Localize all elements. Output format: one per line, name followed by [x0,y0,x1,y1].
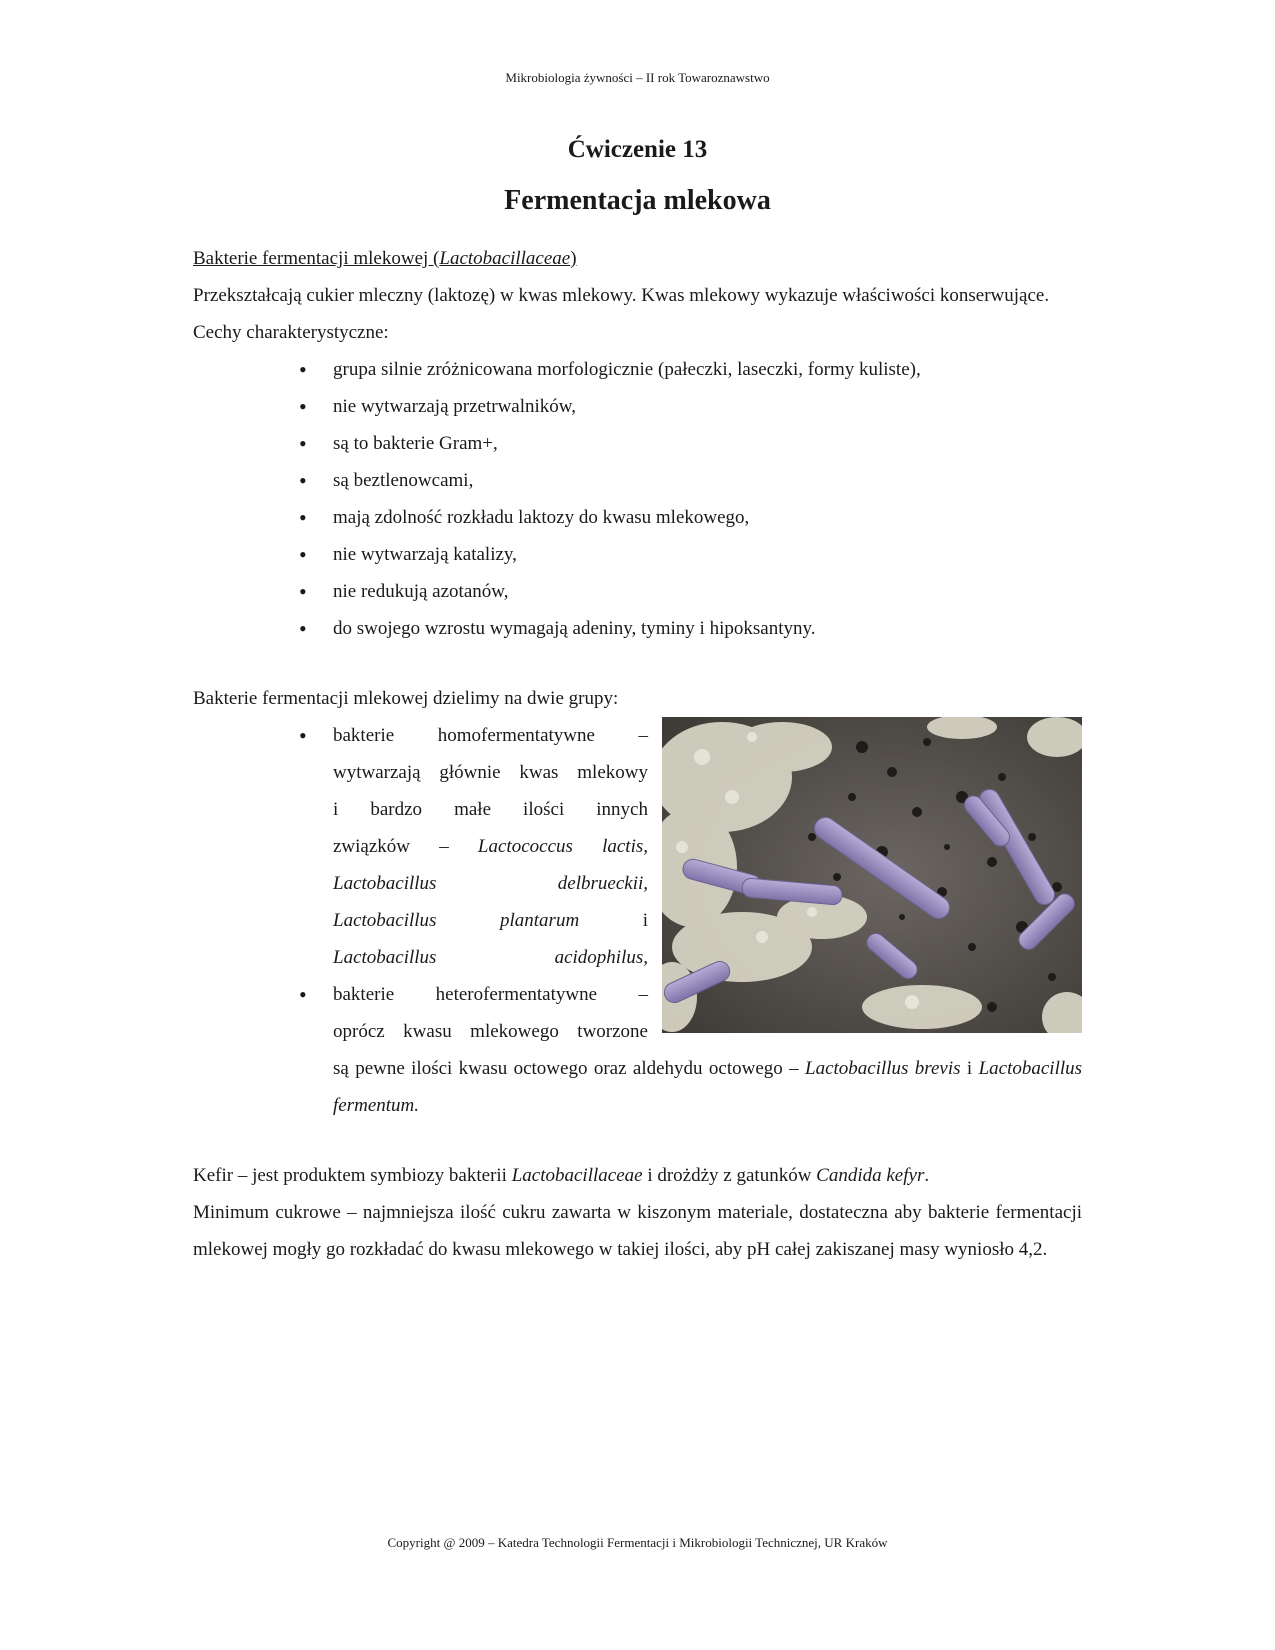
homo-line [333,902,648,939]
species-name: Lactobacillus acidophilus, [333,947,648,968]
species-name: Lactobacillus fermentum. [333,1058,1083,1116]
list-item: • grupa silnie zróżnicowana morfologicznie (pałeczki, laseczki, formy kuliste), [333,351,1082,388]
groups-list [193,717,1082,1124]
list-item-heterofermentative [333,976,1082,1124]
hetero-line [333,1050,1082,1124]
page-header: Mikrobiologia żywności – II rok Towaroznawstwo [505,70,770,85]
species-name: Lactococcus lactis, [477,836,649,857]
document-body [193,240,1082,1268]
heading-latin-name: Lactobacillaceae [439,248,571,269]
kefir-text: Kefir – jest produktem symbiozy bakterii [193,1165,507,1186]
section-heading [193,240,1082,277]
hetero-line: • bakterie heterofermentatywne – [333,984,648,1005]
homo-line [333,828,648,865]
list-item: • mają zdolność rozkładu laktozy do kwasu mlekowego, [333,499,1082,536]
features-label: Cechy charakterystyczne: [193,322,389,343]
heading-text: Bakterie fermentacji mlekowej ( [193,248,440,269]
homo-text: i [642,910,648,931]
hetero-line: oprócz kwasu mlekowego tworzone [333,1021,648,1042]
latin-name: Lactobacillaceae [511,1165,643,1186]
species-name: Lactobacillus plantarum [333,910,580,931]
hetero-text: i [966,1058,973,1079]
list-item: • do swojego wzrostu wymagają adeniny, tyminy i hipoksantyny. [333,610,1082,647]
features-list [193,351,1082,647]
homo-line: • bakterie homofermentatywne – [333,725,648,746]
exercise-number: Ćwiczenie 13 [567,136,708,163]
intro-paragraph: Przekształcają cukier mleczny (laktozę) w kwas mlekowy. Kwas mlekowy wykazuje właściwości konserwujące. [193,285,1050,306]
list-item: • nie wytwarzają katalizy, [333,536,1082,573]
groups-section [193,717,1082,1124]
kefir-text: . [924,1165,930,1186]
exercise-title: Fermentacja mlekowa [504,185,771,216]
page-footer: Copyright @ 2009 – Katedra Technologii Fermentacji i Mikrobiologii Technicznej, UR Kraków [387,1535,888,1550]
hetero-text: są pewne ilości kwasu octowego oraz aldehydu octowego – [333,1058,799,1079]
kefir-paragraph [193,1157,1082,1194]
title-block [0,133,1275,219]
list-item: • są beztlenowcami, [333,462,1082,499]
latin-name: Candida kefyr [816,1165,925,1186]
homo-line [333,939,648,976]
groups-intro: Bakterie fermentacji mlekowej dzielimy na dwie grupy: [193,688,619,709]
homo-line: wytwarzają głównie kwas mlekowy [333,762,648,783]
kefir-text: i drożdży z gatunków [647,1165,812,1186]
minimum-paragraph: Minimum cukrowe – najmniejsza ilość cukru zawarta w kiszonym materiale, dostateczna aby bakterie fermentacji mlekowej mogły go rozkładać do kwasu mlekowego w takiej ilości, aby pH całej zakiszanej masy wyniosło 4,2. [193,1202,1082,1260]
list-item-homofermentative [333,717,1082,976]
species-name: Lactobacillus delbrueckii, [333,873,648,894]
list-item: • nie redukują azotanów, [333,573,1082,610]
homo-line [333,865,648,902]
list-item: • są to bakterie Gram+, [333,425,1082,462]
heading-close: ) [570,248,577,269]
homo-line: i bardzo małe ilości innych [333,799,648,820]
species-name: Lactobacillus brevis [805,1058,961,1079]
list-item: • nie wytwarzają przetrwalników, [333,388,1082,425]
homo-text: związków – [333,836,449,857]
